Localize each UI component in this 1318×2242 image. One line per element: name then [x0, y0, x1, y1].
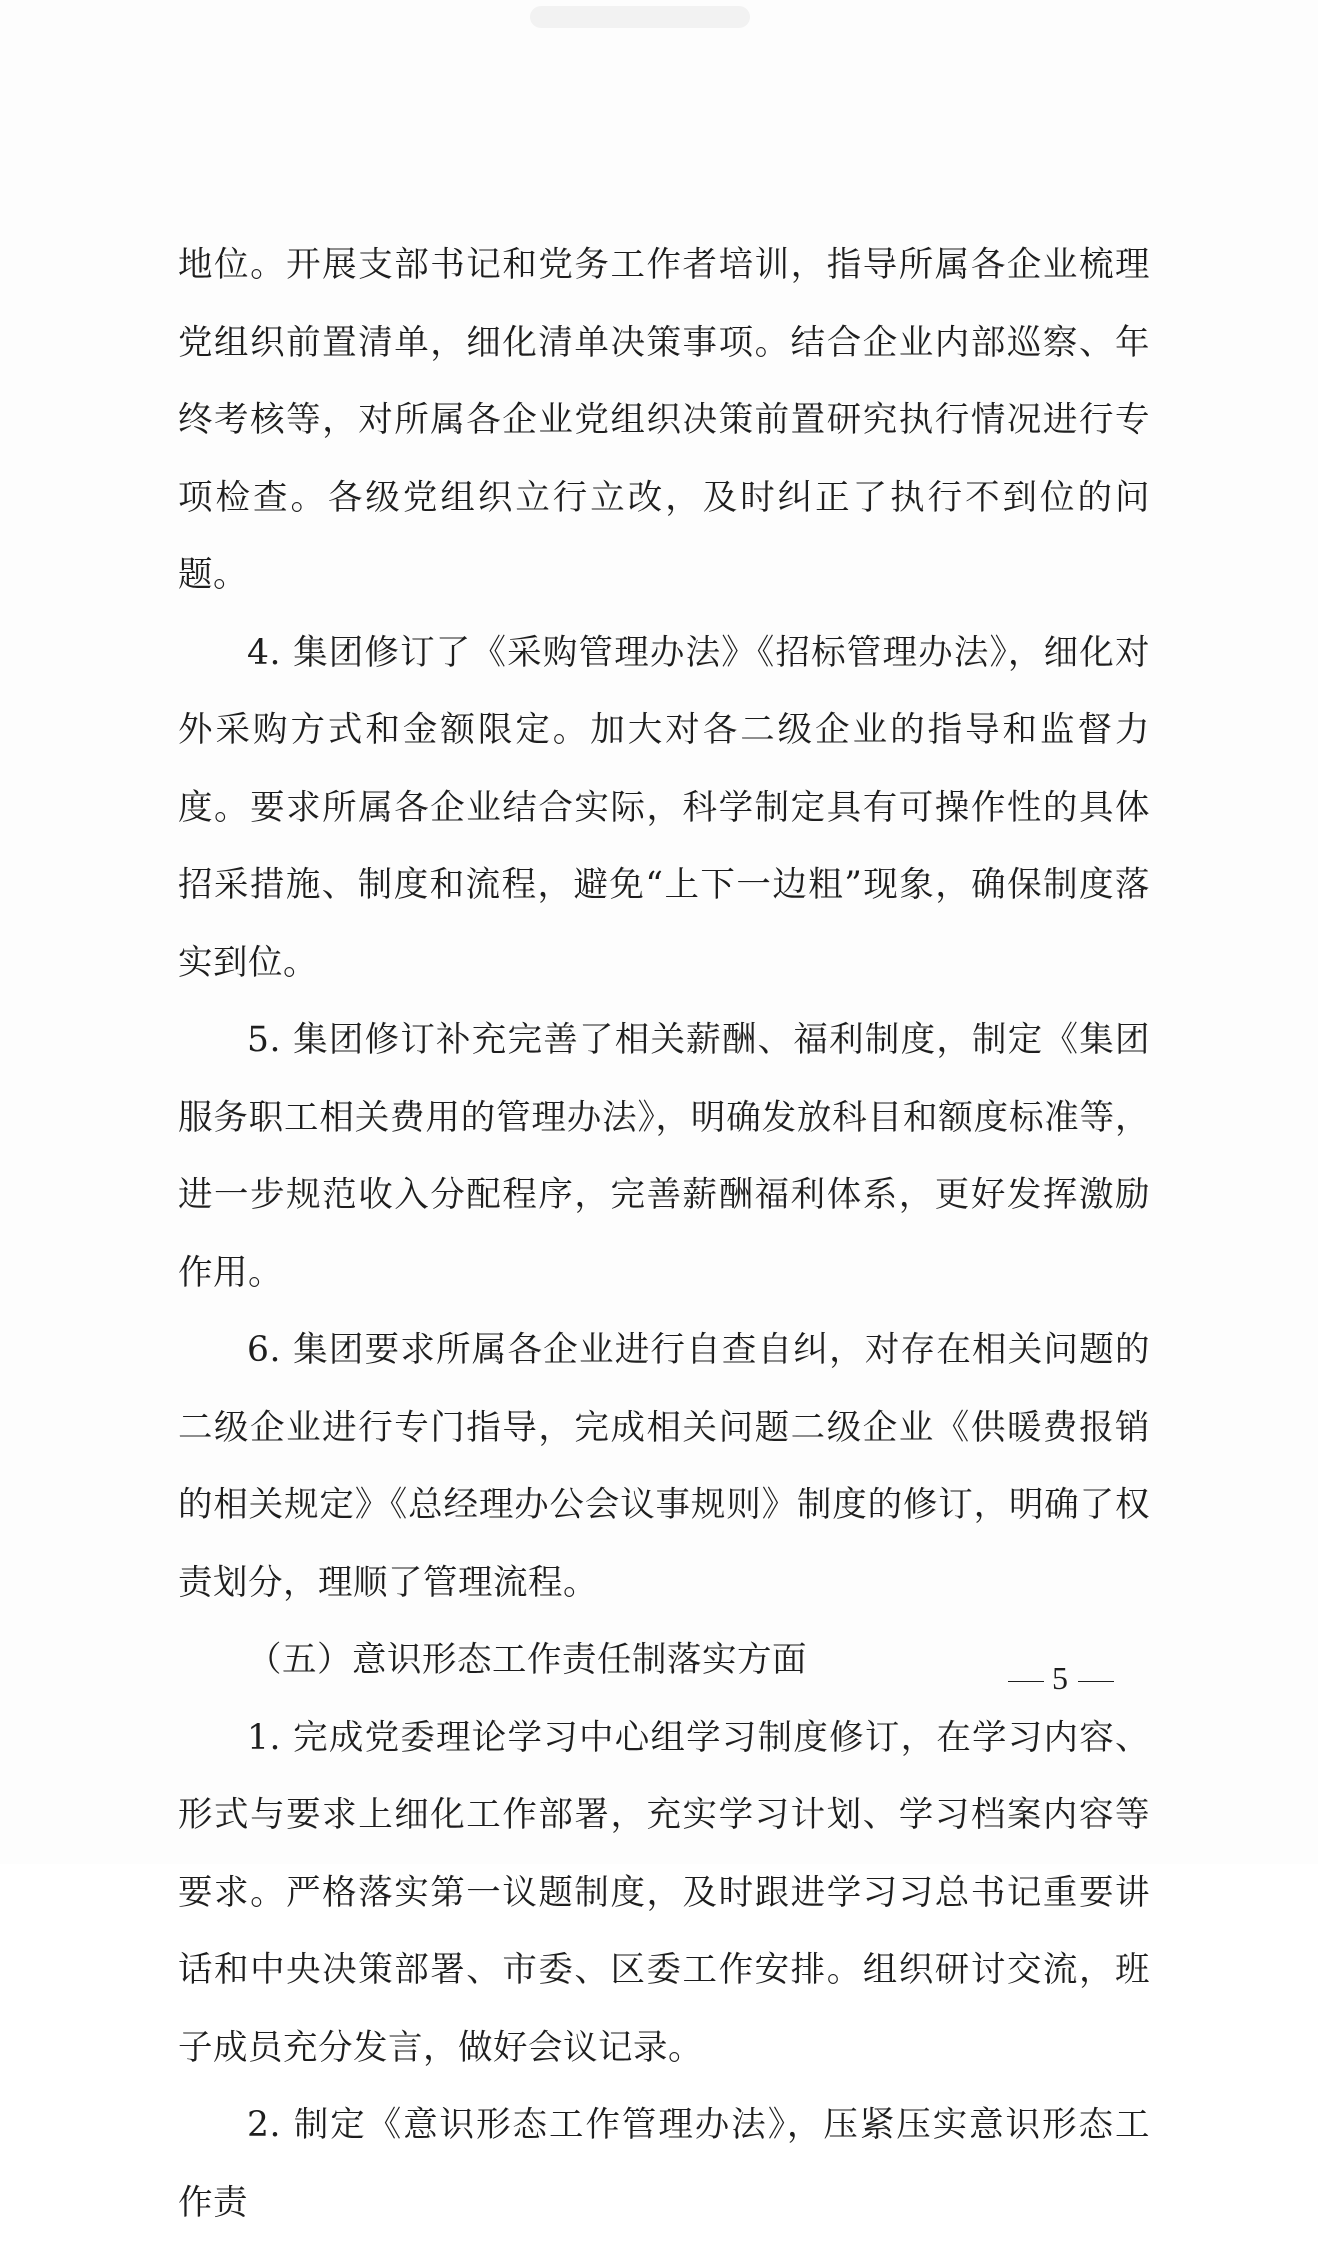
- dash-right: [1078, 1681, 1114, 1682]
- document-body: [178, 227, 1150, 2242]
- section-heading: （五）意识形态工作责任制落实方面: [247, 1640, 807, 1680]
- paragraph-item-2: 2. 制定《意识形态工作管理办法》，压紧压实意识形态工作责: [178, 2105, 1150, 2223]
- paragraph-item-4: 4. 集团修订了《采购管理办法》《招标管理办法》，细化对外采购方式和金额限定。加大对各二级企业的指导和监督力度。要求所属各企业结合实际，科学制定具有可操作性的具体招采措施、制度和流程，避免“上下一边粗”现象，确保制度落实到位。: [178, 632, 1150, 983]
- paragraph-continuation: 地位。开展支部书记和党务工作者培训，指导所属各企业梳理党组织前置清单，细化清单决策事项。结合企业内部巡察、年终考核等，对所属各企业党组织决策前置研究执行情况进行专项检查。各级党组织立行立改，及时纠正了执行不到位的问题。: [178, 245, 1150, 595]
- dash-left: [1008, 1681, 1044, 1682]
- paragraph-item-5: 5. 集团修订补充完善了相关薪酬、福利制度，制定《集团服务职工相关费用的管理办法》，明确发放科目和额度标准等，进一步规范收入分配程序，完善薪酬福利体系，更好发挥激励作用。: [178, 1020, 1150, 1293]
- paragraph-item-1: 1. 完成党委理论学习中心组学习制度修订，在学习内容、形式与要求上细化工作部署，充实学习计划、学习档案内容等要求。严格落实第一议题制度，及时跟进学习习总书记重要讲话和中央决策部署、市委、区委工作安排。组织研讨交流，班子成员充分发言，做好会议记录。: [178, 1717, 1150, 2068]
- page-number-value: 5: [1052, 1660, 1070, 1696]
- scan-artifact: [530, 6, 750, 28]
- paragraph-item-6: 6. 集团要求所属各企业进行自查自纠，对存在相关问题的二级企业进行专门指导，完成相关问题二级企业《供暖费报销的相关规定》《总经理办公会议事规则》制度的修订，明确了权责划分，理顺了管理流程。: [178, 1330, 1150, 1603]
- page-number: [1000, 1660, 1160, 1697]
